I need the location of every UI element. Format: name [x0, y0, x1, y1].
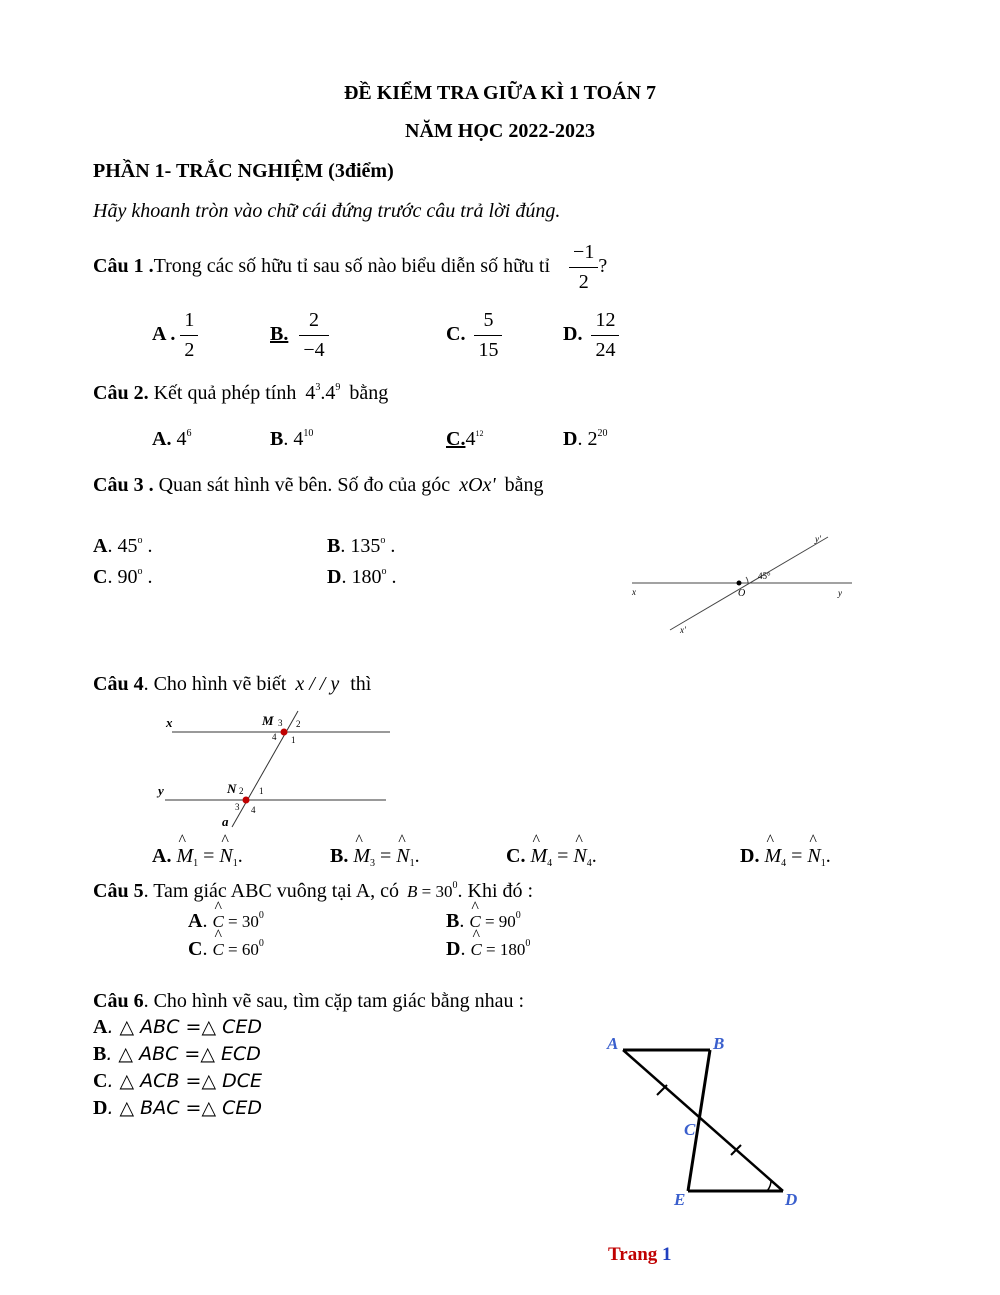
label-a: A [607, 1034, 619, 1053]
degree: o [137, 566, 143, 577]
base: 4 [465, 428, 476, 450]
angle-var: ^ N [573, 845, 586, 868]
question-4 [93, 673, 371, 696]
label-e: E [674, 1190, 686, 1209]
option-label: C [93, 1070, 108, 1092]
angle-n4: 4 [251, 805, 256, 815]
q4-option-c[interactable]: C. ^ $M_4$ = ^ $N_4$. [506, 845, 597, 869]
label-b: B [713, 1034, 725, 1053]
numerator: 5 [474, 308, 502, 336]
angle-var: ^ M [176, 845, 193, 868]
question-2 [93, 382, 388, 405]
label-y: y [158, 783, 164, 798]
angle-n3: 3 [235, 802, 240, 812]
expression [305, 382, 340, 404]
q6-option-b[interactable] [93, 1043, 261, 1066]
question-text: . Tam giác ABC vuông tại A, có [143, 880, 400, 902]
question-label: Câu 4 [93, 673, 144, 695]
angle-n1: 1 [259, 786, 264, 796]
option-label: A. [152, 845, 172, 867]
denominator: 2 [184, 339, 195, 361]
period: . [147, 535, 153, 557]
q3-option-a[interactable] [93, 535, 152, 558]
label-y-prime: y' [815, 534, 821, 544]
point-o [737, 581, 742, 586]
base: 4 [305, 382, 316, 404]
base: .4 [320, 382, 336, 404]
exponent: 6 [186, 428, 192, 439]
q3-option-b[interactable] [327, 535, 395, 558]
option-label: B [446, 910, 460, 932]
q5-option-d[interactable]: D. ^ $C = 180^0$ [446, 938, 530, 961]
q6-option-c[interactable] [93, 1070, 262, 1093]
option-label: C. [446, 428, 466, 450]
q6-figure [595, 1025, 815, 1215]
degree: 0 [525, 938, 531, 949]
q2-option-c[interactable] [446, 428, 483, 451]
question-label: Câu 5 [93, 880, 144, 902]
numerator: 2 [299, 308, 328, 336]
angle-m2: 2 [296, 719, 301, 729]
denominator: 24 [595, 339, 616, 361]
question-label: Câu 6 [93, 990, 144, 1012]
exponent: 12 [475, 429, 484, 438]
numerator: 12 [591, 308, 619, 336]
base: 4 [176, 428, 187, 450]
option-label: B. [330, 845, 349, 867]
option-value: = 30 [228, 912, 259, 931]
option-label: C [93, 566, 108, 588]
exponent: 9 [335, 382, 341, 393]
option-value: . 135 [340, 535, 381, 557]
q2-option-b[interactable] [270, 428, 313, 451]
option-label: C. [446, 323, 466, 346]
question-text: Trong các số hữu tỉ sau số nào biểu diễn số hữu tỉ [153, 255, 551, 278]
degree: 0 [515, 910, 521, 921]
option-label: B. [270, 323, 289, 346]
question-text: . Khi đó : [457, 880, 534, 902]
exponent: 3 [315, 382, 321, 393]
angle-n2: 2 [239, 786, 244, 796]
base: . 2 [577, 428, 598, 450]
fraction [591, 308, 619, 363]
label-y: y [838, 588, 842, 598]
angle-var: ^ C [469, 912, 480, 932]
angle-d-arc [767, 1180, 771, 1191]
page-number [608, 1244, 672, 1266]
question-text: bằng [504, 474, 544, 496]
question-text: Kết quả phép tính [153, 382, 297, 404]
q6-option-a[interactable] [93, 1016, 262, 1039]
angle-var: ^ M [764, 845, 781, 868]
angle-var: ^ N [219, 845, 232, 868]
index: 1 [820, 858, 826, 869]
q3-figure [620, 525, 860, 645]
option-label: A [188, 910, 203, 932]
option-text: . △ ACB =△ DCE [107, 1070, 262, 1092]
angle-m1: 1 [291, 735, 296, 745]
option-text: . △ ABC =△ CED [107, 1016, 262, 1038]
base: . 4 [283, 428, 304, 450]
angle-var: ^ C [212, 912, 223, 932]
q5-option-b[interactable]: B. ^ $C = 90^0$ [446, 910, 521, 933]
q1-option-d[interactable] [563, 308, 619, 363]
option-value: . 45 [107, 535, 138, 557]
index: 1 [232, 858, 238, 869]
q3-option-c[interactable] [93, 566, 152, 589]
question-3 [93, 474, 544, 497]
option-label: A . [152, 323, 176, 346]
exponent: 10 [303, 428, 314, 439]
denominator: 15 [478, 339, 499, 361]
option-value: = 180 [486, 940, 526, 959]
period: . [147, 566, 153, 588]
exponent: 20 [597, 428, 608, 439]
question-5 [93, 880, 533, 903]
option-label: B [93, 1043, 107, 1065]
fraction [299, 308, 328, 363]
q6-option-d[interactable] [93, 1097, 262, 1120]
index: 4 [781, 858, 787, 869]
label-x-prime: x' [680, 625, 686, 635]
index: 4 [586, 858, 592, 869]
question-label: Câu 3 . [93, 474, 154, 496]
q5-option-a[interactable]: A. ^ $C = 30^0$ [188, 910, 264, 933]
degree: o [380, 535, 386, 546]
option-text: . △ BAC =△ CED [107, 1097, 262, 1119]
school-year: NĂM HỌC 2022-2023 [405, 120, 595, 142]
numerator: −1 [569, 240, 598, 268]
q4-option-d[interactable]: D. ^ $M_4$ = ^ $N_1$. [740, 845, 831, 869]
option-label: A [93, 1016, 108, 1038]
angle-m3: 3 [278, 718, 283, 728]
numerator: 1 [180, 308, 198, 336]
question-text: . Cho hình vẽ sau, tìm cặp tam giác bằng nhau : [143, 990, 525, 1012]
period: . [390, 535, 396, 557]
line-a [232, 711, 298, 827]
fraction [180, 308, 198, 363]
option-label: C [188, 938, 203, 960]
angle-var: ^ C [470, 940, 481, 960]
denominator: 2 [578, 271, 589, 293]
option-label: D. [740, 845, 760, 867]
question-text: thì [350, 673, 372, 695]
angle-var: ^ M [353, 845, 370, 868]
question-1 [93, 240, 607, 295]
point-n [243, 797, 250, 804]
option-label: B [270, 428, 284, 450]
label-c: C [684, 1120, 696, 1139]
condition: x / / y [295, 673, 340, 695]
angle-value: = 30 [421, 882, 453, 901]
option-value: . 180 [341, 566, 382, 588]
q4-option-a[interactable]: A. ^ $M_1$ = ^ $N_1$. [152, 845, 243, 869]
tick-ac [657, 1085, 667, 1095]
option-label: D. [563, 323, 583, 346]
degree: o [137, 535, 143, 546]
angle-name: xOx' [459, 474, 496, 496]
degree: 0 [258, 938, 264, 949]
option-value: = 90 [484, 912, 516, 931]
index: 4 [547, 858, 553, 869]
index: 3 [370, 858, 376, 869]
q1-option-b[interactable] [270, 308, 329, 363]
q1-option-a[interactable] [152, 308, 198, 363]
question-text: bằng [349, 382, 389, 404]
option-label: D [93, 1097, 108, 1119]
label-x: x [166, 715, 173, 730]
angle-var: ^ M [530, 845, 547, 868]
question-text: Quan sát hình vẽ bên. Số đo của góc [158, 474, 451, 496]
option-value: . 90 [107, 566, 138, 588]
option-label: D [563, 428, 578, 450]
angle-var: ^ C [212, 940, 223, 960]
fraction [569, 240, 598, 295]
label-n: N [227, 781, 237, 796]
page-num: 1 [662, 1244, 672, 1265]
angle-var: ^ N [807, 845, 820, 868]
label-o: O [738, 588, 746, 599]
denominator: −4 [303, 339, 325, 361]
q4-option-b[interactable]: B. ^ $M_3$ = ^ $N_1$. [330, 845, 420, 869]
angle-arc [746, 577, 748, 583]
degree: 0 [452, 880, 458, 891]
fraction [474, 308, 502, 363]
section-title: PHẦN 1- TRẮC NGHIỆM (3điểm) [93, 160, 394, 182]
question-label: Câu 2. [93, 382, 149, 404]
option-label: A [93, 535, 108, 557]
option-label: B [327, 535, 341, 557]
q4-figure [150, 705, 400, 830]
label-x: x [632, 587, 636, 597]
page-title: ĐỀ KIỂM TRA GIỮA KÌ 1 TOÁN 7 [343, 82, 657, 104]
option-label: C. [506, 845, 526, 867]
period: . [391, 566, 397, 588]
q3-option-d[interactable] [327, 566, 396, 589]
option-label: D [446, 938, 461, 960]
point-m [281, 729, 288, 736]
given-angle [407, 882, 457, 901]
option-value: = 60 [228, 940, 259, 959]
angle-m4: 4 [272, 732, 277, 742]
segment-ad [623, 1050, 783, 1191]
degree: 0 [258, 910, 264, 921]
index: 1 [193, 858, 199, 869]
q2-option-d[interactable] [563, 428, 607, 451]
index: 1 [409, 858, 415, 869]
question-6 [93, 990, 524, 1013]
q2-option-a[interactable] [152, 428, 191, 451]
label-a: a [222, 814, 229, 829]
question-label: Câu 1 . [93, 255, 154, 278]
label-d: D [785, 1190, 798, 1209]
instruction: Hãy khoanh tròn vào chữ cái đứng trước câu trả lời đúng. [93, 200, 561, 222]
q1-option-c[interactable] [446, 308, 502, 363]
label-angle: 45° [758, 571, 771, 581]
q5-option-c[interactable]: C. ^ $C = 60^0$ [188, 938, 264, 961]
degree: o [381, 566, 387, 577]
question-text: . Cho hình vẽ biết [143, 673, 287, 695]
label-m: M [262, 713, 274, 728]
angle-var: B [407, 882, 418, 901]
option-label: A. [152, 428, 172, 450]
page-label: Trang [608, 1244, 658, 1265]
angle-var: ^ N [396, 845, 409, 868]
option-label: D [327, 566, 342, 588]
question-mark: ? [598, 255, 608, 278]
option-text: . △ ABC =△ ECD [106, 1043, 261, 1065]
